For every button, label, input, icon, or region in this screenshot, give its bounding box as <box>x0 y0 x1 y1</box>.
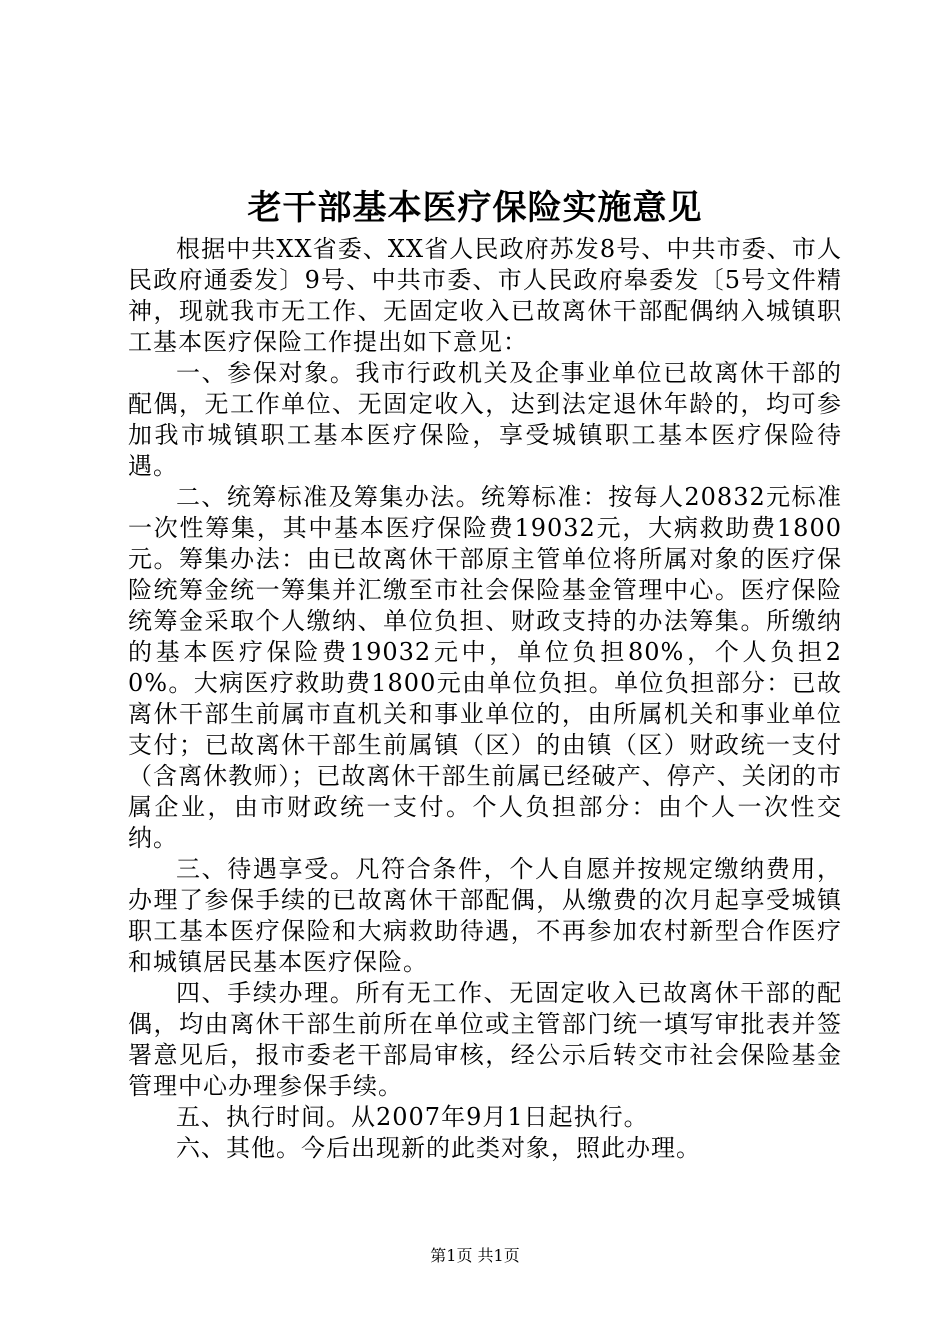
paragraph-intro: 根据中共XX省委、XX省人民政府苏发8号、中共市委、市人民政府通委发〕9号、中共市委、市人民政府皋委发〔5号文件精神，现就我市无工作、无固定收入已故离休干部配偶纳入城镇职工基本医疗保险工作提出如下意见： <box>128 235 842 356</box>
page-footer: 第1页 共1页 <box>430 1246 520 1265</box>
document-title: 老干部基本医疗保险实施意见 <box>247 188 703 228</box>
document-body <box>128 234 842 1164</box>
paragraph-section-6: 六、其他。今后出现新的此类对象，照此办理。 <box>176 1134 701 1162</box>
paragraph-section-5: 五、执行时间。从2007年9月1日起执行。 <box>176 1103 649 1131</box>
paragraph-section-3: 三、待遇享受。凡符合条件，个人自愿并按规定缴纳费用，办理了参保手续的已故离休干部配偶，从缴费的次月起享受城镇职工基本医疗保险和大病救助待遇，不再参加农村新型合作医疗和城镇居民基本医疗保险。 <box>128 855 842 976</box>
paragraph-section-4: 四、手续办理。所有无工作、无固定收入已故离休干部的配偶，均由离休干部生前所在单位或主管部门统一填写审批表并签署意见后，报市委老干部局审核，经公示后转交市社会保险基金管理中心办理参保手续。 <box>128 979 842 1100</box>
paragraph-section-1: 一、参保对象。我市行政机关及企事业单位已故离休干部的配偶，无工作单位、无固定收入，达到法定退休年龄的，均可参加我市城镇职工基本医疗保险，享受城镇职工基本医疗保险待遇。 <box>128 359 842 480</box>
paragraph-section-2: 二、统筹标准及筹集办法。统筹标准：按每人20832元标准一次性筹集，其中基本医疗保险费19032元，大病救助费1800元。筹集办法：由已故离休干部原主管单位将所属对象的医疗保险统筹金统一筹集并汇缴至市社会保险基金管理中心。医疗保险统筹金采取个人缴纳、单位负担、财政支持的办法筹集。所缴纳的基本医疗保险费19032元中，单位负担80%，个人负担20%。大病医疗救助费1800元由单位负担。单位负担部分：已故离休干部生前属市直机关和事业单位的，由所属机关和事业单位支付；已故离休干部生前属镇（区）的由镇（区）财政统一支付（含离休教师）；已故离休干部生前属已经破产、停产、关闭的市属企业，由市财政统一支付。个人负担部分：由个人一次性交纳。 <box>128 483 842 852</box>
